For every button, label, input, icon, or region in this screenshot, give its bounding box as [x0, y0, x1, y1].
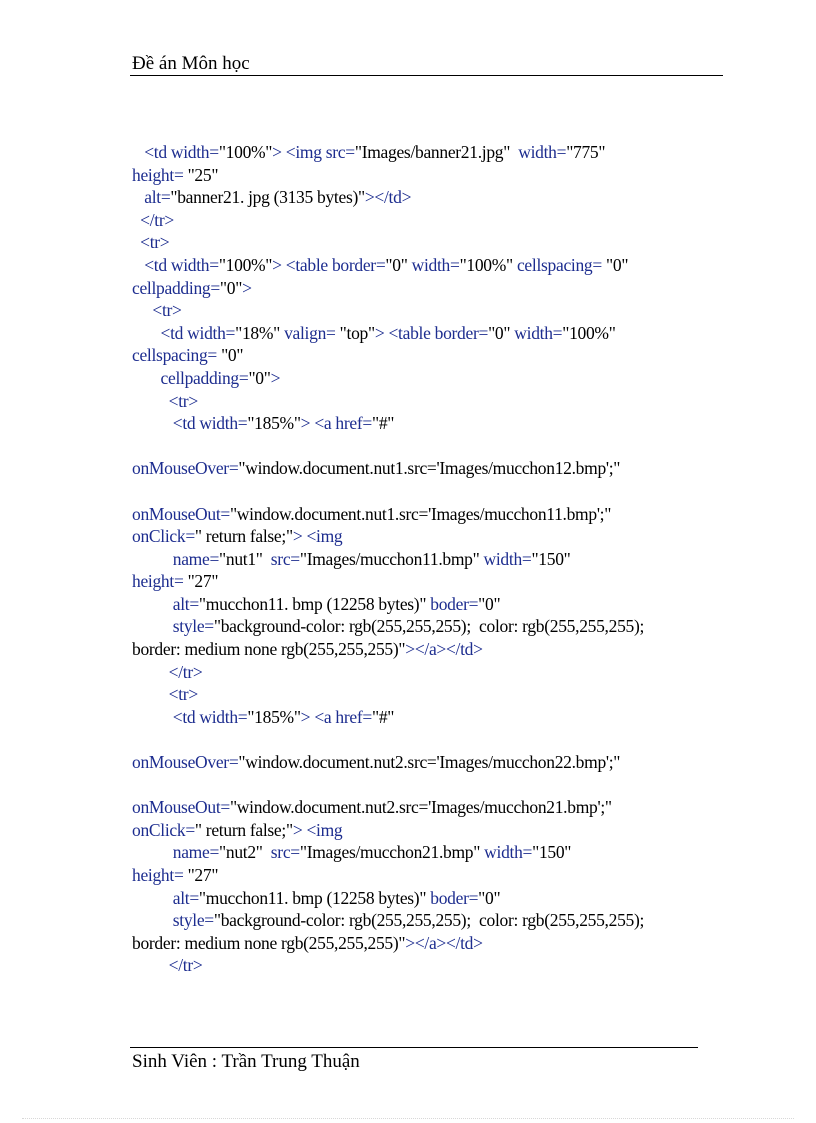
code-value-token: "0" — [219, 277, 243, 298]
code-line — [132, 887, 732, 910]
code-line — [132, 277, 732, 300]
code-markup-token: > — [270, 367, 281, 388]
page-bottom-edge — [22, 1118, 794, 1119]
code-line — [132, 819, 732, 842]
code-markup-token: > <a href= — [300, 413, 372, 434]
code-markup-token: alt= — [132, 593, 199, 614]
code-line — [132, 661, 732, 684]
code-markup-token: width= — [479, 548, 532, 569]
code-markup-token: alt= — [132, 187, 171, 208]
code-value-token: border: medium none rgb(255,255,255)" — [132, 639, 406, 660]
code-value-token: "100%" — [459, 254, 513, 275]
code-markup-token: ></a></td> — [405, 639, 483, 660]
code-markup-token: height= — [132, 865, 184, 885]
code-line — [132, 525, 732, 548]
footer-divider — [130, 1047, 698, 1048]
code-value-token: "Images/mucchon21.bmp" — [299, 842, 481, 863]
code-value-token: "0" — [488, 322, 511, 343]
code-value-token: "100%" — [218, 254, 273, 275]
code-line — [132, 390, 732, 413]
code-value-token: "18%" — [235, 322, 280, 343]
code-value-token: "mucchon11. bmp (12258 bytes)" — [198, 887, 427, 908]
code-line — [132, 593, 732, 616]
code-markup-token: width= — [407, 254, 460, 275]
code-value-token: "0" — [478, 887, 501, 908]
code-markup-token: onMouseOver= — [132, 752, 239, 773]
code-markup-token: style= — [132, 910, 214, 931]
code-markup-token: > <table border= — [272, 254, 386, 275]
code-markup-token: cellpadding= — [132, 367, 249, 388]
code-value-token: "150" — [532, 842, 572, 863]
code-markup-token: > <img — [292, 526, 343, 547]
code-value-token: "top" — [335, 322, 375, 343]
code-line — [132, 164, 732, 187]
code-line — [132, 706, 732, 729]
code-value-token: "0" — [385, 254, 408, 275]
code-value-token: "background-color: rgb(255,255,255); color: rgb(255,255,255); — [213, 616, 645, 637]
code-value-token: "0" — [217, 345, 244, 366]
code-markup-token: <td width= — [132, 413, 248, 434]
code-line — [132, 209, 732, 232]
code-line — [132, 954, 732, 977]
code-markup-token: onClick= — [132, 526, 195, 547]
code-markup-token: boder= — [426, 887, 479, 908]
code-markup-token: > — [242, 277, 252, 298]
code-line — [132, 683, 732, 706]
code-line — [132, 728, 732, 751]
code-value-token: "27" — [183, 571, 219, 592]
code-markup-token: valign= — [280, 322, 336, 343]
code-markup-token: <td width= — [132, 254, 219, 275]
code-markup-token: ></td> — [364, 187, 412, 208]
code-markup-token: > <table border= — [374, 322, 489, 343]
code-value-token: "100%" — [562, 322, 616, 343]
code-line — [132, 548, 732, 571]
code-markup-token: cellspacing= — [512, 254, 602, 275]
code-markup-token: </tr> — [132, 661, 203, 682]
code-line — [132, 570, 732, 593]
code-markup-token: width= — [510, 322, 563, 343]
code-line — [132, 457, 732, 480]
code-markup-token: > <a href= — [300, 706, 372, 727]
code-line — [132, 322, 732, 345]
header-divider — [130, 75, 723, 76]
code-line — [132, 932, 732, 955]
code-markup-token: </tr> — [132, 955, 203, 976]
code-line — [132, 503, 732, 526]
code-value-token: "nut2" — [219, 842, 263, 863]
code-value-token: "window.document.nut2.src='Images/mucchon21.bmp';" — [229, 797, 612, 818]
code-markup-token: cellspacing= — [132, 345, 217, 366]
code-line — [132, 412, 732, 435]
code-markup-token: style= — [132, 616, 214, 637]
code-value-token: "nut1" — [219, 548, 263, 569]
code-line — [132, 796, 732, 819]
code-markup-token: <tr> — [132, 232, 170, 253]
code-line — [132, 864, 732, 887]
code-value-token: "banner21. jpg (3135 bytes)" — [170, 187, 365, 208]
code-markup-token: src= — [262, 842, 300, 863]
code-line — [132, 480, 732, 503]
code-markup-token: <td width= — [132, 322, 236, 343]
page-footer-author: Sinh Viên : Trần Trung Thuận — [132, 1051, 360, 1072]
code-value-token: "Images/banner21.jpg" — [354, 142, 511, 162]
code-markup-token: > <img — [292, 819, 343, 840]
code-value-token: "150" — [531, 548, 571, 569]
code-markup-token: boder= — [426, 593, 479, 614]
code-markup-token: ></a></td> — [405, 932, 483, 953]
code-markup-token: height= — [132, 164, 184, 185]
code-value-token: border: medium none rgb(255,255,255)" — [132, 932, 406, 953]
code-markup-token: <tr> — [132, 300, 182, 321]
code-markup-token: height= — [132, 571, 184, 592]
code-markup-token: <tr> — [132, 390, 198, 411]
code-value-token: "185%" — [247, 706, 301, 727]
code-line — [132, 344, 732, 367]
code-markup-token: width= — [480, 842, 533, 863]
code-value-token: "window.document.nut2.src='Images/mucchon22.bmp';" — [238, 752, 621, 773]
code-value-token: "775" — [566, 142, 606, 162]
page-header-title: Đề án Môn học — [132, 53, 250, 74]
code-line — [132, 615, 732, 638]
code-line — [132, 435, 732, 458]
code-value-token: "background-color: rgb(255,255,255); color: rgb(255,255,255); — [213, 910, 645, 931]
code-line — [132, 141, 732, 164]
code-value-token: " return false;" — [194, 526, 293, 547]
code-markup-token: width= — [510, 142, 567, 162]
code-markup-token: name= — [132, 548, 220, 569]
code-markup-token: </tr> — [132, 209, 174, 230]
code-value-token: " return false;" — [194, 819, 293, 840]
code-markup-token: onMouseOut= — [132, 797, 230, 818]
code-markup-token: onMouseOut= — [132, 503, 230, 524]
code-markup-token: name= — [132, 842, 220, 863]
code-value-token: "#" — [371, 413, 395, 434]
code-line — [132, 254, 732, 277]
code-markup-token: onMouseOver= — [132, 458, 239, 479]
code-line — [132, 186, 732, 209]
code-line — [132, 231, 732, 254]
code-line — [132, 774, 732, 797]
code-value-token: "25" — [183, 164, 219, 185]
code-value-token: "window.document.nut1.src='Images/mucchon12.bmp';" — [238, 458, 621, 479]
code-line — [132, 367, 732, 390]
code-markup-token: alt= — [132, 887, 199, 908]
code-markup-token: src= — [262, 548, 300, 569]
code-value-token: "window.document.nut1.src='Images/mucchon11.bmp';" — [229, 503, 612, 524]
code-value-token: "mucchon11. bmp (12258 bytes)" — [198, 593, 427, 614]
code-value-token: "#" — [371, 706, 395, 727]
code-line — [132, 299, 732, 322]
code-markup-token: <td width= — [132, 706, 248, 727]
code-markup-token: onClick= — [132, 819, 195, 840]
code-value-token: "0" — [478, 593, 501, 614]
html-code-listing — [132, 141, 732, 977]
code-value-token: "27" — [183, 865, 219, 885]
code-markup-token: <td width= — [132, 142, 219, 162]
code-line — [132, 751, 732, 774]
code-line — [132, 841, 732, 864]
code-value-token: "0" — [248, 367, 271, 388]
code-line — [132, 909, 732, 932]
code-value-token: "185%" — [247, 413, 301, 434]
code-value-token: "0" — [601, 254, 629, 275]
code-value-token: "Images/mucchon11.bmp" — [299, 548, 480, 569]
code-markup-token: > <img src= — [272, 142, 355, 162]
code-line — [132, 638, 732, 661]
code-markup-token: <tr> — [132, 684, 198, 705]
code-markup-token: cellpadding= — [132, 277, 220, 298]
code-value-token: "100%" — [218, 142, 273, 162]
